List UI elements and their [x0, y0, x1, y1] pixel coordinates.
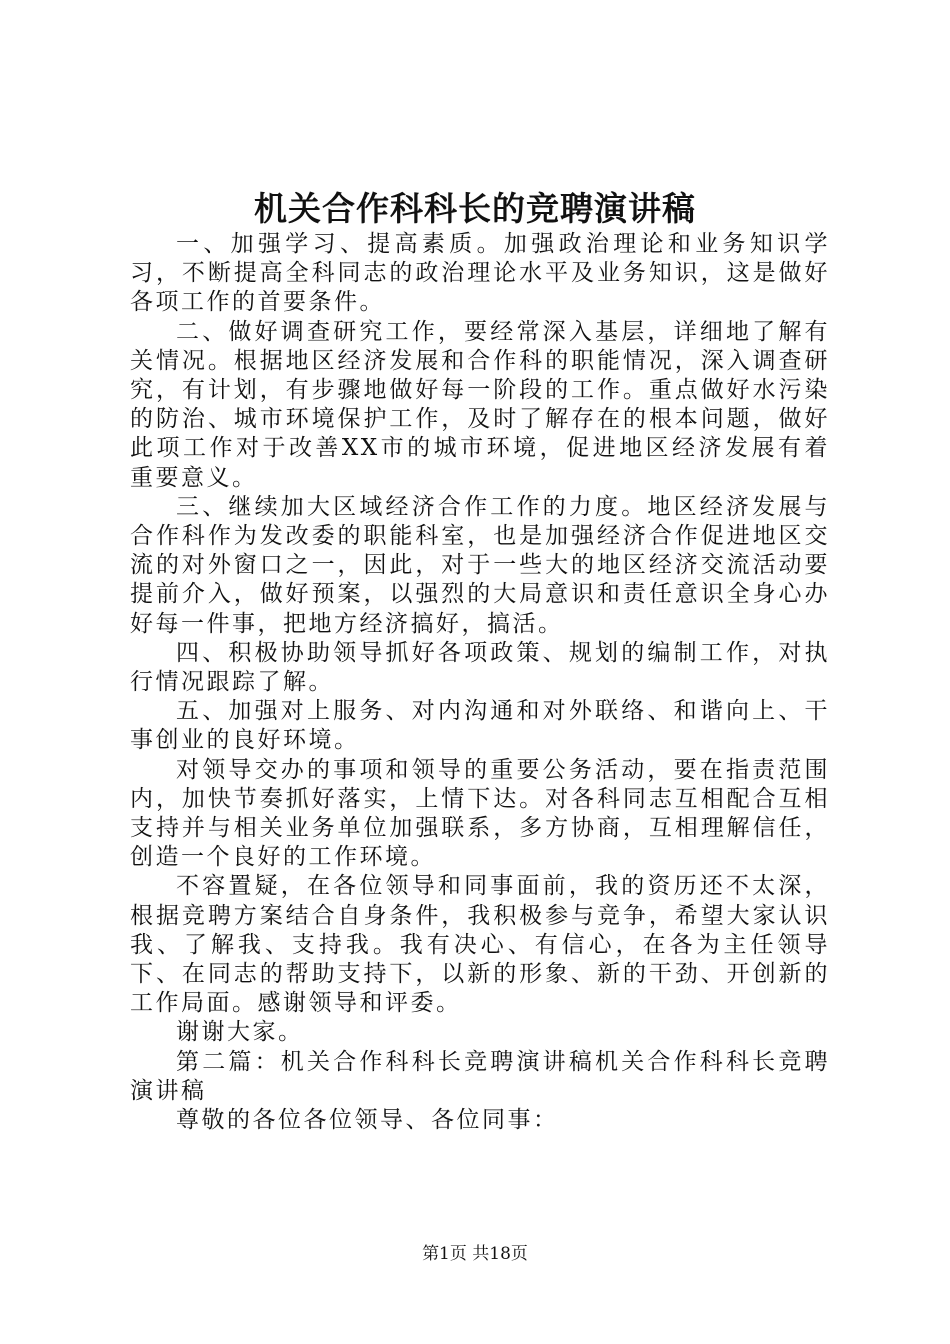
paragraph-3: 三、继续加大区域经济合作工作的力度。地区经济发展与合作科作为发改委的职能科室，也是加强经济合作促进地区交流的对外窗口之一，因此，对于一些大的地区经济交流活动要提前介入，做好预案，以强烈的大局意识和责任意识全身心办好每一件事，把地方经济搞好，搞活。	[130, 493, 830, 637]
document-body	[130, 230, 830, 1135]
paragraph-8: 谢谢大家。	[176, 1019, 304, 1046]
paragraph-10: 尊敬的各位各位领导、各位同事：	[176, 1107, 559, 1134]
paragraph-2: 二、做好调查研究工作，要经常深入基层，详细地了解有关情况。根据地区经济发展和合作科的职能情况，深入调查研究，有计划，有步骤地做好每一阶段的工作。重点做好水污染的防治、城市环境保护工作，及时了解存在的根本问题，做好此项工作对于改善XX市的城市环境，促进地区经济发展有着重要意义。	[130, 318, 830, 491]
document-title: 机关合作科科长的竞聘演讲稿	[254, 189, 696, 228]
paragraph-4: 四、积极协助领导抓好各项政策、规划的编制工作，对执行情况跟踪了解。	[130, 639, 830, 696]
paragraph-6: 对领导交办的事项和领导的重要公务活动，要在指责范围内，加快节奏抓好落实，上情下达。对各科同志互相配合互相支持并与相关业务单位加强联系，多方协商，互相理解信任，创造一个良好的工作环境。	[130, 756, 830, 871]
paragraph-9: 第二篇：机关合作科科长竞聘演讲稿机关合作科科长竞聘演讲稿	[130, 1048, 830, 1104]
page-footer: 第1页 共18页	[422, 1244, 528, 1264]
paragraph-7: 不容置疑，在各位领导和同事面前，我的资历还不太深，根据竞聘方案结合自身条件，我积极参与竞争，希望大家认识我、了解我、支持我。我有决心、有信心，在各为主任领导下、在同志的帮助支持下，以新的形象、新的干劲、开创新的工作局面。感谢领导和评委。	[130, 873, 830, 1017]
paragraph-5: 五、加强对上服务、对内沟通和对外联络、和谐向上、干事创业的良好环境。	[130, 698, 830, 754]
paragraph-1: 一、加强学习、提高素质。加强政治理论和业务知识学习，不断提高全科同志的政治理论水平及业务知识，这是做好各项工作的首要条件。	[130, 231, 830, 316]
